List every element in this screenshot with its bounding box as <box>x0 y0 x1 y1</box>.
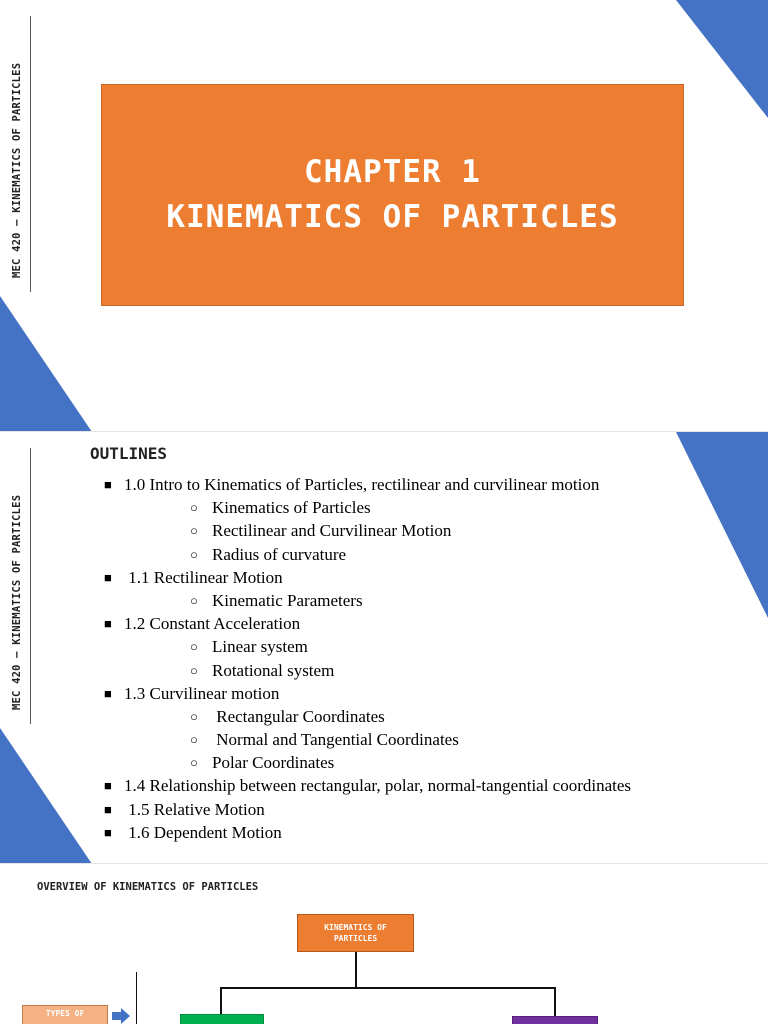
square-bullet-icon: ■ <box>104 616 112 632</box>
outline-subitem <box>0 705 768 728</box>
outline-subitem <box>0 543 768 566</box>
corner-triangle-top-right <box>676 0 768 118</box>
circle-bullet-icon: ○ <box>190 500 198 516</box>
circle-bullet-icon: ○ <box>190 708 198 724</box>
category-node-green <box>180 1014 264 1024</box>
outline-item <box>0 682 768 705</box>
outline-text: Rotational system <box>212 660 335 680</box>
outline-subitem <box>0 519 768 542</box>
outline-text: 1.4 Relationship between rectangular, polar, normal-tangential coordinates <box>124 776 632 796</box>
category-node-purple <box>512 1016 598 1024</box>
course-label: MEC 420 – KINEMATICS OF PARTICLES <box>11 494 23 710</box>
square-bullet-icon: ■ <box>104 778 112 794</box>
outline-item <box>0 798 768 821</box>
square-bullet-icon: ■ <box>104 685 112 701</box>
types-node: TYPES OF <box>22 1005 108 1024</box>
corner-triangle-bottom-left <box>0 296 92 432</box>
outline-subitem <box>0 496 768 519</box>
outline-list <box>0 473 768 844</box>
outline-item <box>0 821 768 844</box>
connector-side-vertical <box>136 972 137 1024</box>
outlines-heading: OUTLINES <box>90 444 168 463</box>
outline-item <box>0 473 768 496</box>
outline-text: 1.1 Rectilinear Motion <box>124 567 283 587</box>
root-node-line1: KINEMATICS OF <box>324 922 387 932</box>
overview-title: OVERVIEW OF KINEMATICS OF PARTICLES <box>37 881 259 893</box>
outline-text: 1.6 Dependent Motion <box>124 822 282 842</box>
outline-text: Polar Coordinates <box>212 753 335 773</box>
outline-text: Rectangular Coordinates <box>212 706 385 726</box>
circle-bullet-icon: ○ <box>190 755 198 771</box>
outline-text: 1.5 Relative Motion <box>124 799 265 819</box>
root-node-kinematics <box>297 914 414 952</box>
outline-item <box>0 612 768 635</box>
outline-text: 1.3 Curvilinear motion <box>124 683 280 703</box>
outline-item <box>0 566 768 589</box>
outline-text: Kinematic Parameters <box>212 590 363 610</box>
course-label: MEC 420 – KINEMATICS OF PARTICLES <box>11 62 23 278</box>
square-bullet-icon: ■ <box>104 801 112 817</box>
connector-horizontal <box>220 987 556 989</box>
outline-text: Kinematics of Particles <box>212 498 371 518</box>
square-bullet-icon: ■ <box>104 569 112 585</box>
side-divider <box>30 16 31 292</box>
arrow-right-icon <box>112 1008 130 1024</box>
connector-root-down <box>355 952 357 988</box>
circle-bullet-icon: ○ <box>190 546 198 562</box>
slide-title <box>0 0 768 432</box>
square-bullet-icon: ■ <box>104 824 112 840</box>
outline-text: Radius of curvature <box>212 544 347 564</box>
square-bullet-icon: ■ <box>104 477 112 492</box>
circle-bullet-icon: ○ <box>190 662 198 678</box>
slide-overview <box>0 864 768 1024</box>
outline-text: Normal and Tangential Coordinates <box>212 730 459 750</box>
slide-outlines <box>0 432 768 864</box>
chapter-title: KINEMATICS OF PARTICLES <box>166 199 619 235</box>
outline-subitem <box>0 635 768 658</box>
outline-item <box>0 774 768 797</box>
outline-text: Rectilinear and Curvilinear Motion <box>212 521 452 541</box>
circle-bullet-icon: ○ <box>190 732 198 748</box>
connector-right-down <box>554 987 556 1017</box>
connector-left-down <box>220 987 222 1017</box>
root-node-line2: PARTICLES <box>333 934 378 943</box>
outline-text: 1.2 Constant Acceleration <box>124 614 301 634</box>
outline-text: 1.0 Intro to Kinematics of Particles, rectilinear and curvilinear motion <box>124 475 600 494</box>
outline-subitem <box>0 659 768 682</box>
circle-bullet-icon: ○ <box>190 639 198 655</box>
outline-text: Linear system <box>212 637 308 657</box>
outline-subitem <box>0 728 768 751</box>
outline-subitem <box>0 589 768 612</box>
circle-bullet-icon: ○ <box>190 592 198 608</box>
chapter-number: CHAPTER 1 <box>304 154 481 191</box>
chapter-title-box <box>101 84 684 306</box>
circle-bullet-icon: ○ <box>190 523 198 539</box>
outline-subitem <box>0 751 768 774</box>
